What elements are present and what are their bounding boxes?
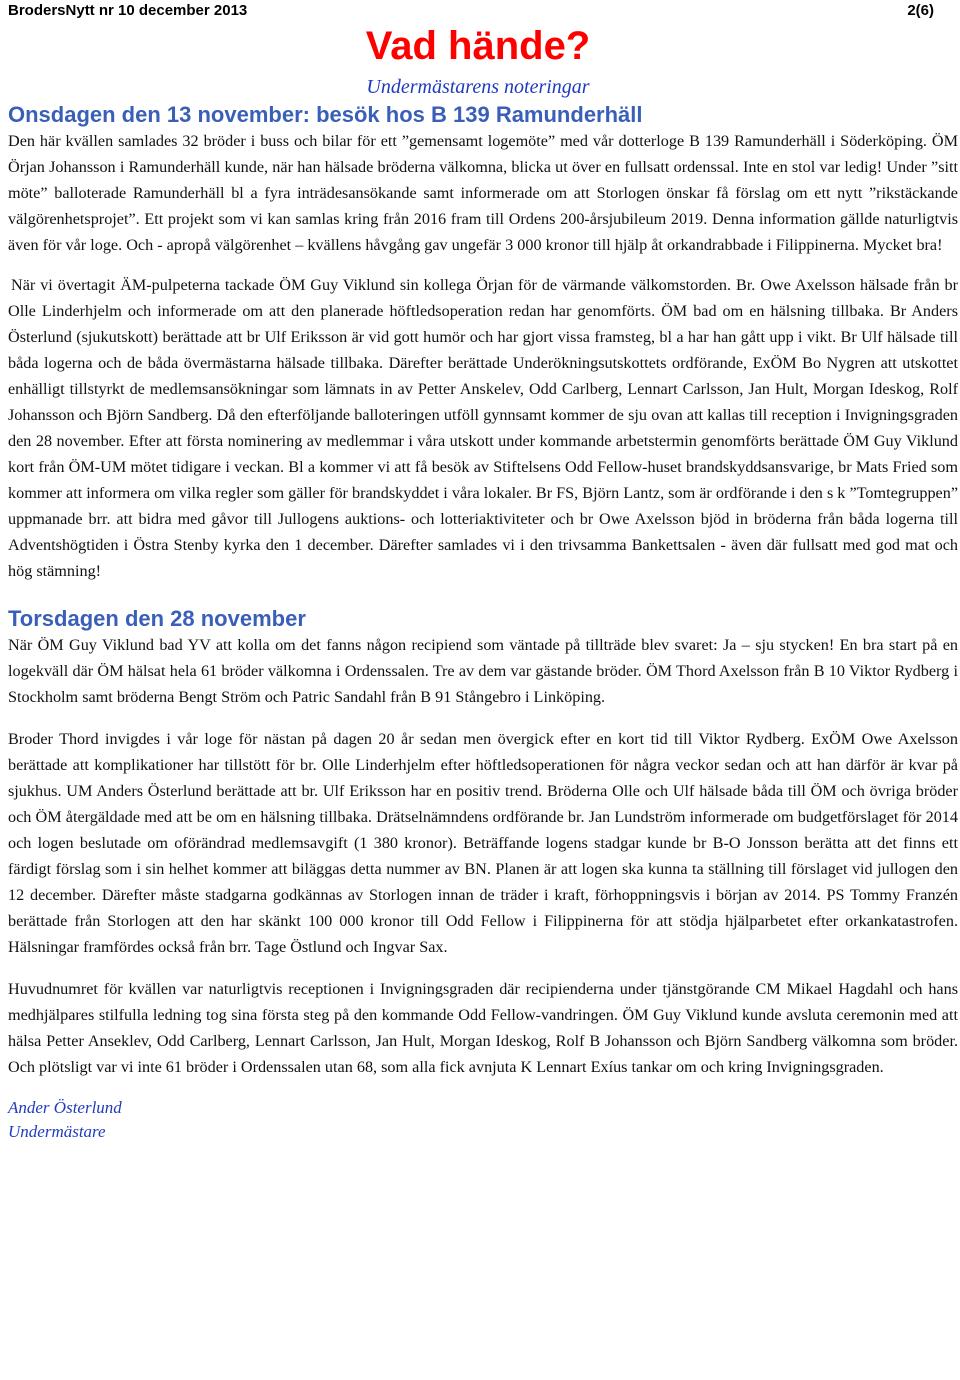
paragraph: När ÖM Guy Viklund bad YV att kolla om det fanns någon recipiend som väntade på tillträde blev svaret: Ja – sju stycken! En bra start på en logekväll där ÖM hälsat hela 61 bröder välkomna i Ordenssalen. Tre av dem var gästande bröder. ÖM Thord Axelsson från B 10 Viktor Rydberg i Stockholm samt bröderna Bengt Ström och Patric Sandahl från B 91 Stångebro i Linköping. [8,636,958,706]
signature-block [8,1096,958,1144]
page-subtitle: Undermästarens noteringar [366,76,590,98]
document-page [8,0,958,1144]
section-heading-wednesday: Onsdagen den 13 november: besök hos B 139 Ramunderhäll [8,102,643,127]
paragraph: När vi övertagit ÄM-pulpeterna tackade ÖM Guy Viklund sin kollega Örjan för de värmande välkomstorden. Br. Owe Axelsson hälsade från br Olle Linderhjelm och informerade om att den planerade höftledsoperation redan har genomförts. ÖM bad om en hälsning tillbaka. Br Anders Österlund (sjukutskott) berättade att br Ulf Eriksson är vid gott humör och har gjort vissa framsteg, bl a har han gått upp i vikt. Br Ulf hälsade till båda logerna och de båda övermästarna hälsade tillbaka. Därefter berättade Underökningsutskottets ordförande, ExÖM Bo Nygren att utskottet enhälligt tillstyrkt de medlemsansökningar som lämnats in av Petter Anskelev, Odd Carlberg, Lennart Carlsson, Jan Hult, Morgan Ideskog, Rolf Johansson och Björn Sandberg. Då den efterföljande balloteringen utföll gynnsamt kommer de sju ovan att kallas till reception i Invigningsgraden den 28 november. Efter att första nominering av medlemmar i våra utskott under kommande arbetstermin genomförts berättade ÖM Guy Viklund kort från ÖM-UM mötet tidigare i veckan. Bl a kommer vi att få besök av Stiftelsens Odd Fellow-huset brandskyddsansvarige, br Mats Fried som kommer att informera om vilka regler som gäller för brandskyddet i våra lokaler. Br FS, Björn Lantz, som är ordförande i den s k ”Tomtegruppen” uppmanade brr. att bidra med gåvor till Jullogens auktions- och lotteriaktiviteter och br Owe Axelsson bjöd in bröderna från båda logerna till Adventshögtiden i Östra Stenby kyrka den 1 december. Därefter samlades vi i den trivsamma Bankettsalen - även där fullsatt med god mat och hög stämning! [8,276,958,580]
paragraph: Broder Thord invigdes i vår loge för nästan på dagen 20 år sedan men övergick efter en kort tid till Viktor Rydberg. ExÖM Owe Axelsson berättade att komplikationer har tillstött för br. Olle Linderhjelm efter höftledsoperationen för några veckor sedan och att han därför är kvar på sjukhus. UM Anders Österlund berättade att br. Ulf Eriksson har en positiv trend. Bröderna Olle och Ulf hälsade båda till ÖM och övriga bröder och ÖM återgäldade med att be om en hälsning tillbaka. Drätselnämndens ordförande br. Jan Lundström informerade om budgetförslaget för 2014 och logen beslutade om oförändrad medlemsavgift (1 380 kronor). Beträffande logens stadgar kunde br B-O Jonsson berätta att det finns ett färdigt förslag som i sin helhet kommer att biläggas detta nummer av BN. Planen är att logen ska kunna ta ställning till förslaget vid jullogen den 12 december. Därefter måste stadgarna godkännas av Storlogen innan de träder i kraft, förhoppningsvis i början av 2014. PS Tommy Franzén berättade från Storlogen att den har skänkt 100 000 kronor till Odd Fellow i Filippinerna för att stödja hjälparbetet efter orkankatastrofen. Hälsningar framfördes också från brr. Tage Östlund och Ingvar Sax. [8,730,958,956]
newsletter-issue: BrodersNytt nr 10 december 2013 [8,2,248,19]
paragraph: Den här kvällen samlades 32 bröder i buss och bilar för ett ”gemensamt logemöte” med vår dotterloge B 139 Ramunderhäll i Söderköping. ÖM Örjan Johansson i Ramunderhäll kunde, när han hälsade bröderna välkomna, blicka ut över en fullsatt ordenssal. Inte en stol var ledig! Under ”sitt möte” balloterade Ramunderhäll bl a fyra inträdesansökande samt informerade om att Storlogen önskar få förslag om ett nytt ”rikstäckande välgörenhetsprojet”. Ett projekt som vi kan samlas kring från 2016 fram till Ordens 200-årsjubileum 2019. Denna information gällde naturligtvis även för vår loge. Och - apropå välgörenhet – kvällens håvgång gav ungefär 3 000 kronor till hjälp åt orkandrabbade i Filippinerna. Mycket bra! [8,132,958,254]
signature-name: Ander Österlund [8,1098,122,1117]
page-title: Vad hände? [365,24,591,68]
running-header [8,2,958,24]
signature-role: Undermästare [8,1122,106,1141]
section-heading-thursday: Torsdagen den 28 november [8,606,306,631]
paragraph: Huvudnumret för kvällen var naturligtvis receptionen i Invigningsgraden där recipienderna under tjänstgörande CM Mikael Hagdahl och hans medhjälpares stilfulla ledning tog sina första steg på den kommande Odd Fellow-vandringen. ÖM Guy Viklund kunde avsluta ceremonin med att hälsa Petter Anseklev, Odd Carlberg, Lennart Carlsson, Jan Hult, Morgan Ideskog, Rolf B Johansson och Björn Sandberg välkomna som bröder. Och plötsligt var vi inte 61 bröder i Ordenssalen utan 68, som alla fick avnjuta K Lennart Exíus tankar om och kring Invigningsgraden. [8,980,958,1076]
page-number: 2(6) [907,2,934,19]
